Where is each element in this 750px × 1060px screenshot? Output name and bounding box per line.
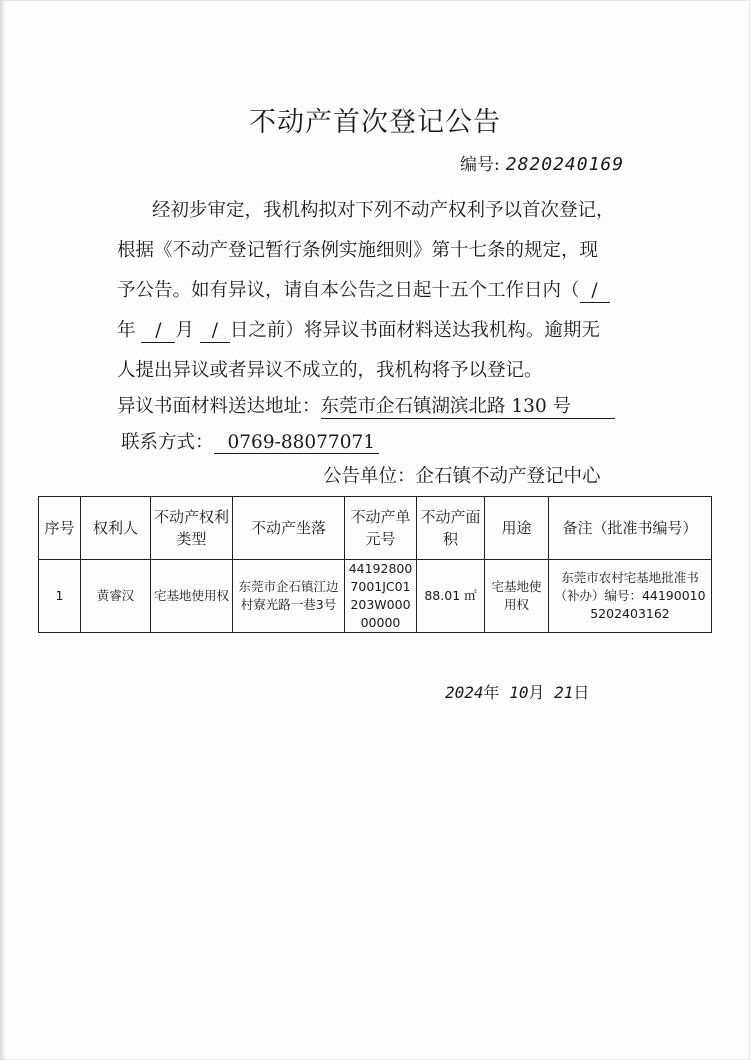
header-remark: 备注（批准书编号） xyxy=(549,497,712,560)
header-holder: 权利人 xyxy=(81,497,151,560)
date-month: 10 xyxy=(509,683,529,702)
paragraph-line-4-rest: 日之前）将异议书面材料送达我机构。逾期无 xyxy=(229,320,600,341)
cell-unit-no: 441928007001JC01203W00000000 xyxy=(345,560,417,633)
date-year: 2024 xyxy=(445,683,484,702)
contact-line xyxy=(121,428,379,454)
address-label: 异议书面材料送达地址： xyxy=(117,396,321,417)
year-blank: / xyxy=(580,280,610,303)
signing-date xyxy=(445,680,589,703)
day-blank: / xyxy=(200,320,230,343)
cell-right-type: 宅基地使用权 xyxy=(151,560,233,633)
header-area: 不动产面积 xyxy=(417,497,485,560)
cell-area: 88.01 ㎡ xyxy=(417,560,485,633)
header-unit-no: 不动产单元号 xyxy=(345,497,417,560)
paragraph-line-3-text: 予公告。如有异议，请自本公告之日起十五个工作日内（ xyxy=(117,280,580,301)
contact-value: 0769-88077071 xyxy=(214,432,380,454)
year-label: 年 xyxy=(117,320,136,341)
cell-seq: 1 xyxy=(39,560,81,633)
cell-location: 东莞市企石镇江边村寮光路一巷3号 xyxy=(233,560,345,633)
date-month-label: 月 xyxy=(528,683,545,702)
issuer: 公告单位：企石镇不动产登记中心 xyxy=(323,466,601,487)
address-line xyxy=(117,392,615,419)
doc-number-label: 编号: xyxy=(460,155,500,175)
scan-edge xyxy=(0,0,6,1060)
contact-label: 联系方式： xyxy=(121,432,214,453)
paragraph-line-4 xyxy=(117,316,600,343)
date-day: 21 xyxy=(554,683,574,702)
header-right-type: 不动产权利类型 xyxy=(151,497,233,560)
cell-usage: 宅基地使用权 xyxy=(485,560,549,633)
table-row xyxy=(39,560,712,633)
table-header-row xyxy=(39,497,712,560)
paragraph-line-3 xyxy=(117,276,610,303)
month-blank: / xyxy=(141,320,175,343)
month-label: 月 xyxy=(175,320,194,341)
header-usage: 用途 xyxy=(485,497,549,560)
page-title: 不动产首次登记公告 xyxy=(249,107,501,138)
header-location: 不动产坐落 xyxy=(233,497,345,560)
address-value: 东莞市企石镇湖滨北路 130 号 xyxy=(321,392,616,419)
paragraph-line-1: 经初步审定，我机构拟对下列不动产权利予以首次登记， xyxy=(152,200,615,221)
header-seq: 序号 xyxy=(39,497,81,560)
doc-number-value: 2820240169 xyxy=(505,154,625,175)
date-day-label: 日 xyxy=(573,683,590,702)
registration-table xyxy=(38,496,712,633)
paragraph-line-5: 人提出异议或者异议不成立的，我机构将予以登记。 xyxy=(117,360,543,381)
date-year-label: 年 xyxy=(483,683,500,702)
cell-holder: 黄睿汉 xyxy=(81,560,151,633)
doc-number xyxy=(460,150,624,175)
paragraph-line-2: 根据《不动产登记暂行条例实施细则》第十七条的规定，现 xyxy=(117,240,599,261)
cell-remark: 东莞市农村宅基地批准书（补办）编号：441900105202403162 xyxy=(549,560,712,633)
